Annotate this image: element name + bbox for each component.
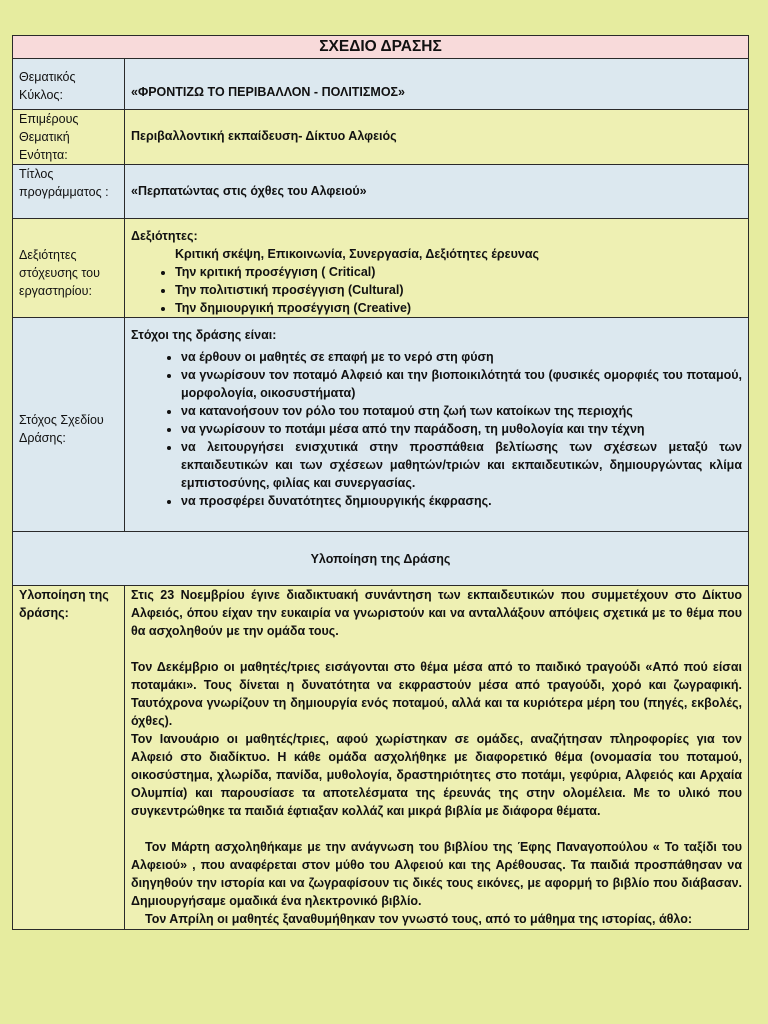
label-implementation: Υλοποίηση της δράσης: (13, 586, 125, 930)
list-item: • να προσφέρει δυνατότητες δημιουργικής έκφρασης. (181, 492, 742, 510)
row-program-title (13, 165, 749, 219)
label-thematic-cycle: Θεματικός Κύκλος: (13, 59, 125, 110)
row-goals (13, 318, 749, 532)
value-program-title: «Περπατώντας στις όχθες του Αλφειού» (125, 165, 749, 219)
row-implementation (13, 586, 749, 930)
list-item: • να γνωρίσουν το ποτάμι μέσα από την παράδοση, τη μυθολογία και την τέχνη (181, 420, 742, 438)
list-item: • να γνωρίσουν τον ποταμό Αλφειό και την βιοποικιλότητά του (φυσικές ομορφιές του ποταμού, μορφολογία, οικοσυστήματα) (181, 366, 742, 402)
implementation-paragraph: Τον Μάρτη ασχοληθήκαμε με την ανάγνωση του βιβλίου της Έφης Παναγοπούλου « Το ταξίδι του Αλφειού» , που αναφέρεται στον μύθο του Αλφειού και της Αρέθουσας. Τα παιδιά προσπάθησαν να διηγηθούν την ιστορία και να ζωγραφίσουν τις δικές τους εικόνες, με αφορμή το βιβλίο που διάβασαν. Δημιουργήσαμε ομαδικά ένα ηλεκτρονικό βιβλίο. (131, 840, 743, 908)
list-item: • Την κριτική προσέγγιση ( Critical) (175, 263, 742, 281)
implementation-cell (125, 586, 749, 930)
list-item: • να κατανοήσουν τον ρόλο του ποταμού στη ζωή των κατοίκων της περιοχής (181, 402, 742, 420)
label-goals: Στόχος Σχεδίου Δράσης: (13, 318, 125, 532)
skills-cell (125, 219, 749, 318)
action-plan-table (12, 35, 749, 930)
label-skills: Δεξιότητες στόχευσης του εργαστηρίου: (13, 219, 125, 318)
plan-title: ΣΧΕΔΙΟ ΔΡΑΣΗΣ (13, 36, 749, 59)
row-thematic-cycle (13, 59, 749, 110)
label-program-title: Τίτλος προγράμματος : (13, 165, 125, 219)
section-heading: Υλοποίηση της Δράσης (13, 532, 749, 586)
goals-list (131, 348, 742, 510)
value-sub-unit: Περιβαλλοντική εκπαίδευση- Δίκτυο Αλφειός (125, 110, 749, 165)
title-row (13, 36, 749, 59)
goals-cell (125, 318, 749, 532)
skills-line: Κριτική σκέψη, Επικοινωνία, Συνεργασία, Δεξιότητες έρευνας (175, 247, 540, 261)
row-skills (13, 219, 749, 318)
skills-heading: Δεξιότητες: (131, 229, 198, 243)
value-thematic-cycle: «ΦΡΟΝΤΙΖΩ ΤΟ ΠΕΡΙΒΑΛΛΟΝ - ΠΟΛΙΤΙΣΜΟΣ» (125, 59, 749, 110)
implementation-paragraph: Τον Απρίλη οι μαθητές ξαναθυμήθηκαν τον γνωστό τους, από το μάθημα της ιστορίας, άθλο: (145, 912, 693, 926)
goals-heading: Στόχοι της δράσης είναι: (131, 328, 277, 342)
implementation-paragraph: Στις 23 Νοεμβρίου έγινε διαδικτυακή συνάντηση των εκπαιδευτικών που συμμετέχουν στο Δίκτυο Αλφειός, όπου είχαν την ευκαιρία να γνωριστούν και να ανταλλάξουν απόψεις σχετικά με το θέμα που θα ασχοληθούν με την ομάδα τους. (131, 588, 743, 638)
implementation-paragraph: Τον Ιανουάριο οι μαθητές/τριες, αφού χωρίστηκαν σε ομάδες, αναζήτησαν πληροφορίες για τον Αλφειό στο διαδίκτυο. Η κάθε ομάδα ασχολήθηκε με διαφορετικό θέμα (ονομασία του ποταμού, οικοσύστημα, χλωρίδα, πανίδα, μυθολογία, δραστηριότητες στο ποτάμι, γεφύρια, Αλφειός και Αρχαία Ολυμπία) και παρουσίασε τα αποτελέσματα της έρευνάς της στην ολομέλεια. Με το υλικό που συγκεντρώθηκε τα παιδιά έφτιαξαν κολλάζ και μικρά βιβλία με διάφορα θέματα. (131, 732, 743, 818)
list-item: • να λειτουργήσει ενισχυτικά στην προσπάθεια βελτίωσης των σχέσεων μεταξύ των εκπαιδευτικών και των σχέσεων μαθητών/τριών και εκπαιδευτικών, δημιουργώντας κλίμα εμπιστοσύνης, φιλίας και συνεργασίας. (181, 438, 742, 492)
skills-list (131, 263, 742, 317)
row-sub-unit (13, 110, 749, 165)
list-item: • Την δημιουργική προσέγγιση (Creative) (175, 299, 742, 317)
implementation-paragraph: Τον Δεκέμβριο οι μαθητές/τριες εισάγονται στο θέμα μέσα από το παιδικό τραγούδι «Από πού είσαι ποταμάκι». Τους δίνεται η δυνατότητα να εκφραστούν μέσα από τραγούδι, χορό και ζωγραφική. Ταυτόχρονα γνωρίζουν τη δημιουργία ενός ποταμού, αλλά και τα κυριότερα μέρη του (πηγές, εκβολές, όχθες). (131, 660, 743, 728)
list-item: • Την πολιτιστική προσέγγιση (Cultural) (175, 281, 742, 299)
row-section-heading (13, 532, 749, 586)
list-item: • να έρθουν οι μαθητές σε επαφή με το νερό στη φύση (181, 348, 742, 366)
label-sub-unit: Επιμέρους Θεματική Ενότητα: (13, 110, 125, 165)
